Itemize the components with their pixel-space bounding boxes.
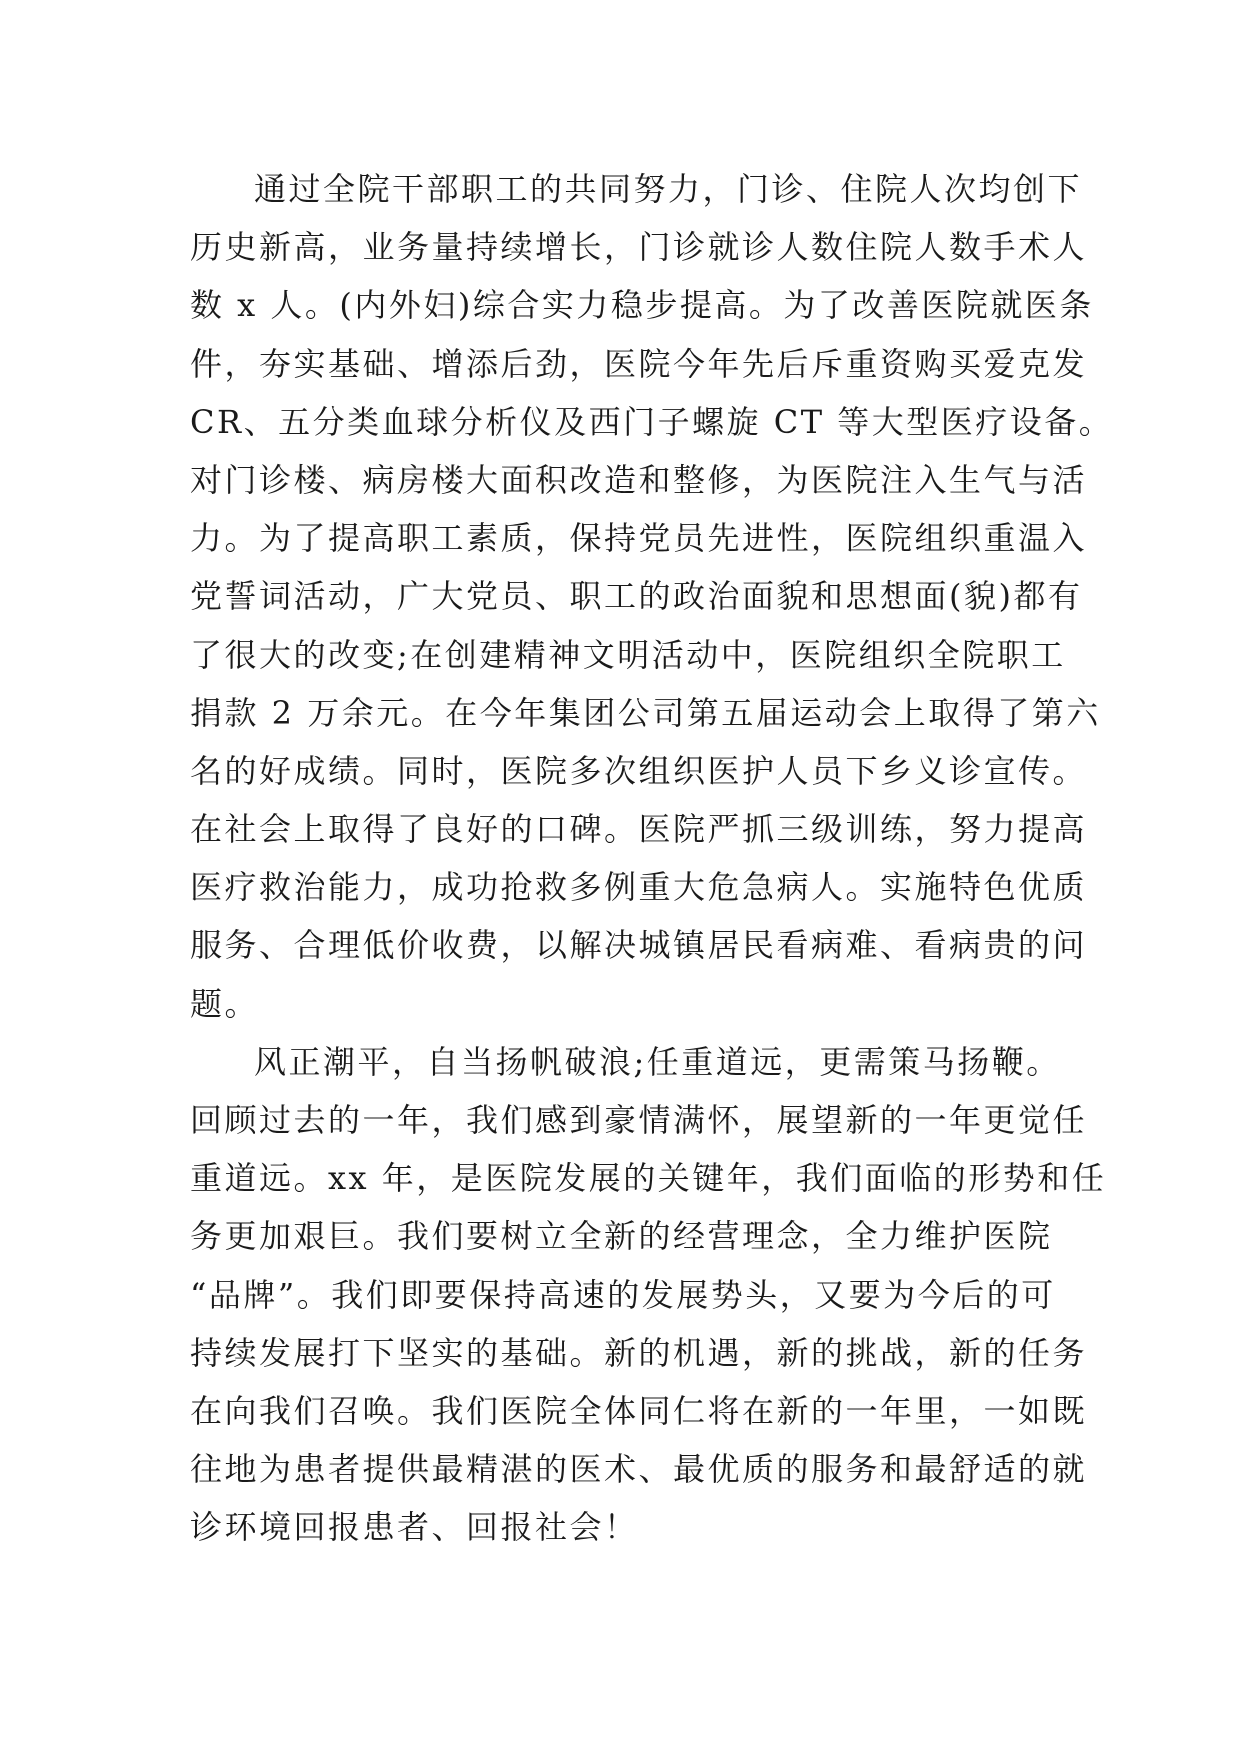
paragraph-line: 在社会上取得了良好的口碑。医院严抓三级训练，努力提高: [190, 810, 1088, 849]
paragraph-line: 了很大的改变;在创建精神文明活动中，医院组织全院职工: [190, 635, 1066, 674]
document-body: [190, 160, 1114, 1557]
paragraph-line: 医疗救治能力，成功抢救多例重大危急病人。实施特色优质: [190, 868, 1088, 907]
paragraph-line: 在向我们召唤。我们医院全体同仁将在新的一年里，一如既: [190, 1391, 1088, 1430]
paragraph-line: “品牌”。我们即要保持高速的发展势头，又要为今后的可: [190, 1275, 1056, 1314]
paragraph-line: 名的好成绩。同时，医院多次组织医护人员下乡义诊宣传。: [190, 751, 1088, 790]
paragraph-line: 风正潮平，自当扬帆破浪;任重道远，更需策马扬鞭。: [254, 1042, 1061, 1081]
paragraph-line: 件，夯实基础、增添后劲，医院今年先后斥重资购买爱克发: [190, 344, 1088, 383]
paragraph-2: [190, 1033, 1107, 1557]
paragraph-line: 往地为患者提供最精湛的医术、最优质的服务和最舒适的就: [190, 1450, 1088, 1489]
paragraph-line: 回顾过去的一年，我们感到豪情满怀，展望新的一年更觉任: [190, 1101, 1088, 1139]
paragraph-line: 诊环境回报患者、回报社会！: [190, 1508, 639, 1547]
paragraph-line: 数 x 人。(内外妇)综合实力稳步提高。为了改善医院就医条: [190, 286, 1094, 325]
paragraph-line: 通过全院干部职工的共同努力，门诊、住院人次均创下: [254, 170, 1083, 208]
paragraph-line: 对门诊楼、病房楼大面积改造和整修，为医院注入生气与活: [190, 460, 1088, 499]
paragraph-line: 服务、合理低价收费，以解决城镇居民看病难、看病贵的问: [190, 926, 1088, 965]
paragraph-line: 力。为了提高职工素质，保持党员先进性，医院组织重温入: [190, 519, 1088, 558]
paragraph-1: [190, 160, 1114, 1033]
paragraph-line: CR、五分类血球分析仪及西门子螺旋 CT 等大型医疗设备。: [190, 402, 1114, 441]
paragraph-line: 捐款 2 万余元。在今年集团公司第五届运动会上取得了第六: [190, 693, 1101, 732]
paragraph-line: 务更加艰巨。我们要树立全新的经营理念，全力维护医院: [190, 1217, 1053, 1256]
paragraph-line: 题。: [190, 984, 260, 1023]
paragraph-line: 持续发展打下坚实的基础。新的机遇，新的挑战，新的任务: [190, 1333, 1088, 1372]
paragraph-line: 党誓词活动，广大党员、职工的政治面貌和思想面(貌)都有: [190, 577, 1083, 616]
paragraph-line: 历史新高，业务量持续增长，门诊就诊人数住院人数手术人: [190, 228, 1088, 267]
paragraph-line: 重道远。xx 年，是医院发展的关键年，我们面临的形势和任: [190, 1159, 1107, 1198]
